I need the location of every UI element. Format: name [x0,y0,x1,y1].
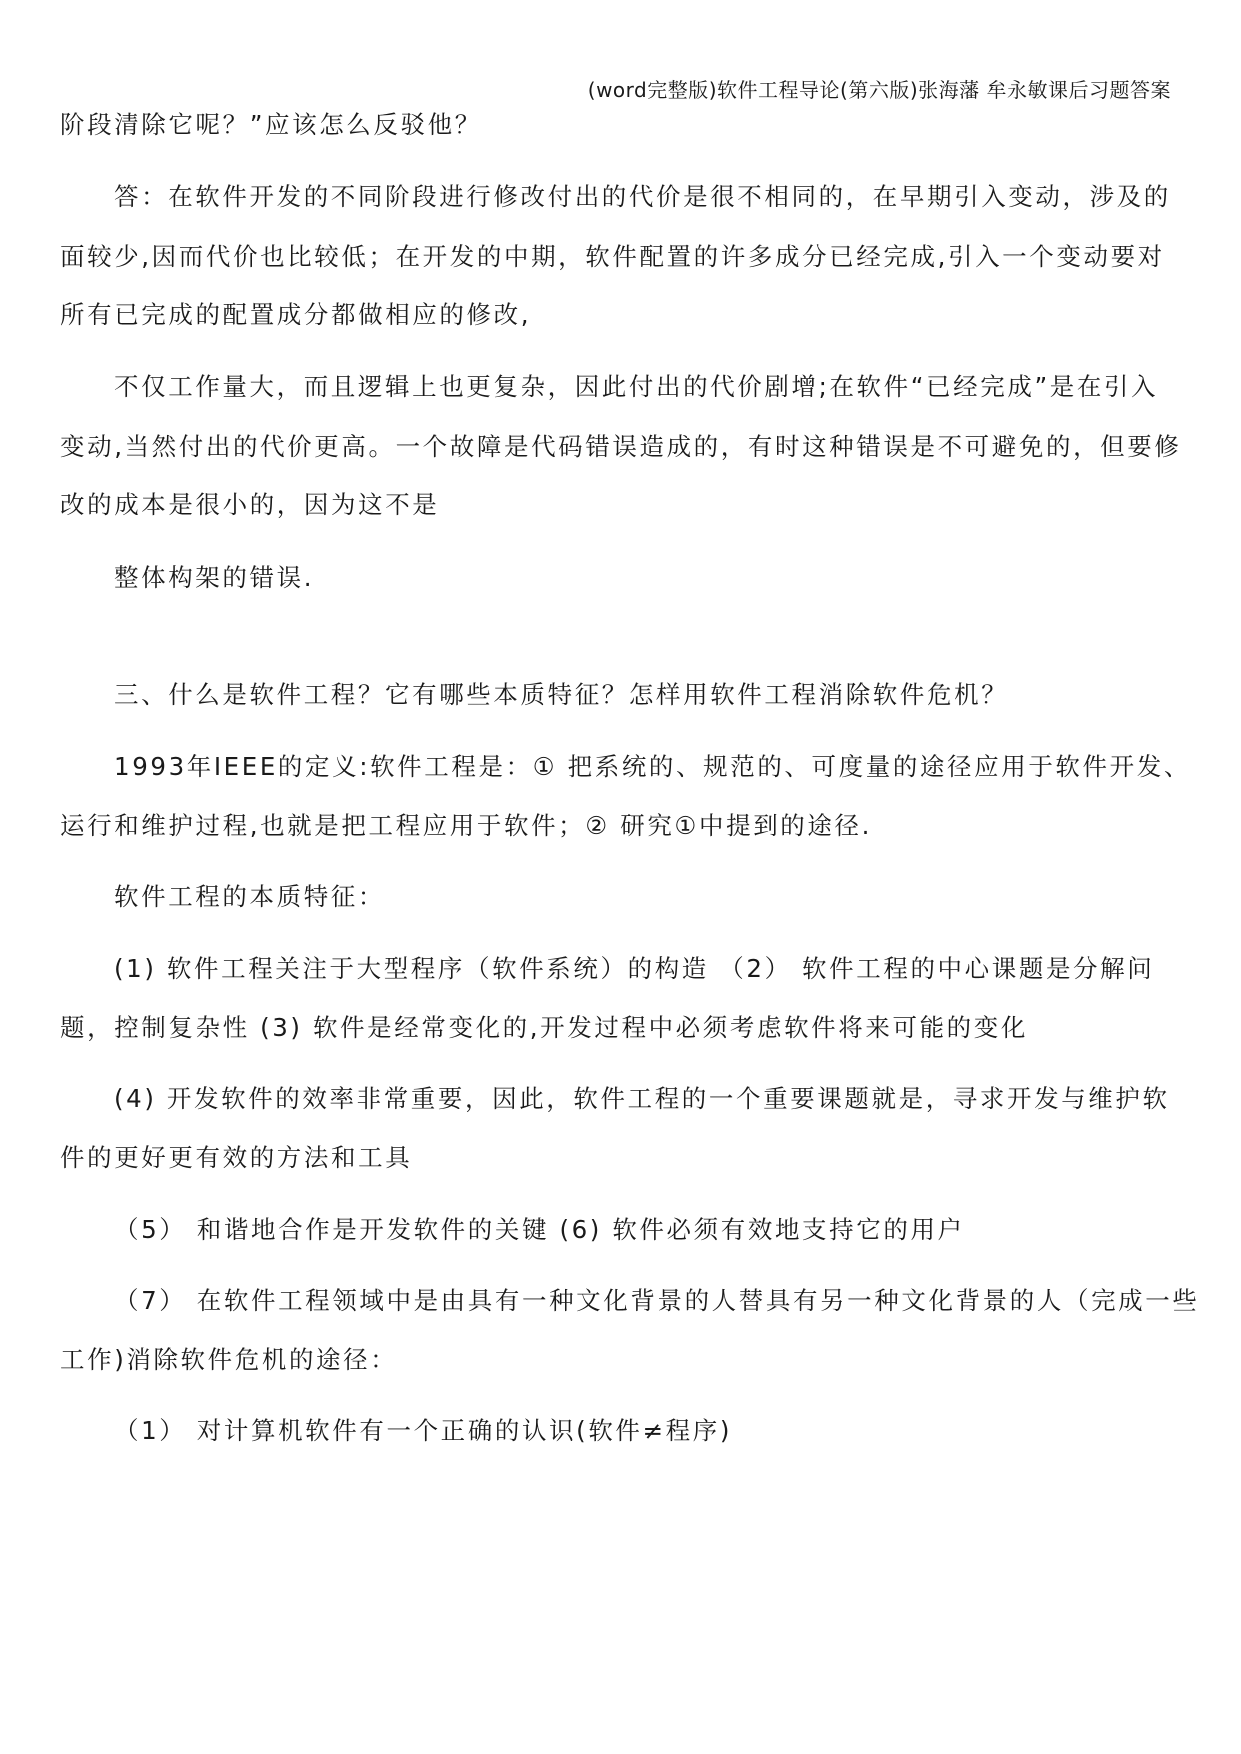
text-line: 1993年IEEE的定义:软件工程是：① 把系统的、规范的、可度量的途径应用于软件开发、 [114,752,1191,781]
text-line: 不仅工作量大，而且逻辑上也更复杂，因此付出的代价剧增;在软件“已经完成”是在引入 [114,372,1159,401]
text-line: （7） 在软件工程领域中是由具有一种文化背景的人替具有另一种文化背景的人（完成一些 [114,1286,1200,1315]
text-line: (1) 软件工程关注于大型程序（软件系统）的构造 （2） 软件工程的中心课题是分解问 [114,954,1155,983]
text-line: 件的更好更有效的方法和工具 [60,1143,413,1172]
text-line: 运行和维护过程,也就是把工程应用于软件；② 研究①中提到的途径. [60,811,872,840]
text-line: 面较少,因而代价也比较低；在开发的中期，软件配置的许多成分已经完成,引入一个变动要对 [60,242,1165,271]
text-line: （1） 对计算机软件有一个正确的认识(软件≠程序) [114,1416,733,1445]
text-line: (4) 开发软件的效率非常重要，因此，软件工程的一个重要课题就是，寻求开发与维护软 [114,1084,1170,1113]
text-line: （5） 和谐地合作是开发软件的关键 (6) 软件必须有效地支持它的用户 [114,1215,965,1244]
text-line: 改的成本是很小的，因为这不是 [60,490,440,519]
text-line: 整体构架的错误. [114,563,315,592]
text-line: 阶段清除它呢？”应该怎么反驳他？ [60,110,482,139]
text-line: 答：在软件开发的不同阶段进行修改付出的代价是很不相同的，在早期引入变动，涉及的 [114,182,1171,211]
text-line: 所有已完成的配置成分都做相应的修改, [60,300,532,329]
page-header: (word完整版)软件工程导论(第六版)张海藩 牟永敏课后习题答案 [587,78,1171,102]
section-heading: 三、什么是软件工程？它有哪些本质特征？怎样用软件工程消除软件危机？ [114,680,1009,709]
text-line: 工作)消除软件危机的途径： [60,1345,398,1374]
text-line: 变动,当然付出的代价更高。一个故障是代码错误造成的，有时这种错误是不可避免的，但要修 [60,432,1182,461]
text-line: 题，控制复杂性 (3) 软件是经常变化的,开发过程中必须考虑软件将来可能的变化 [60,1013,1028,1042]
text-line: 软件工程的本质特征： [114,882,385,911]
